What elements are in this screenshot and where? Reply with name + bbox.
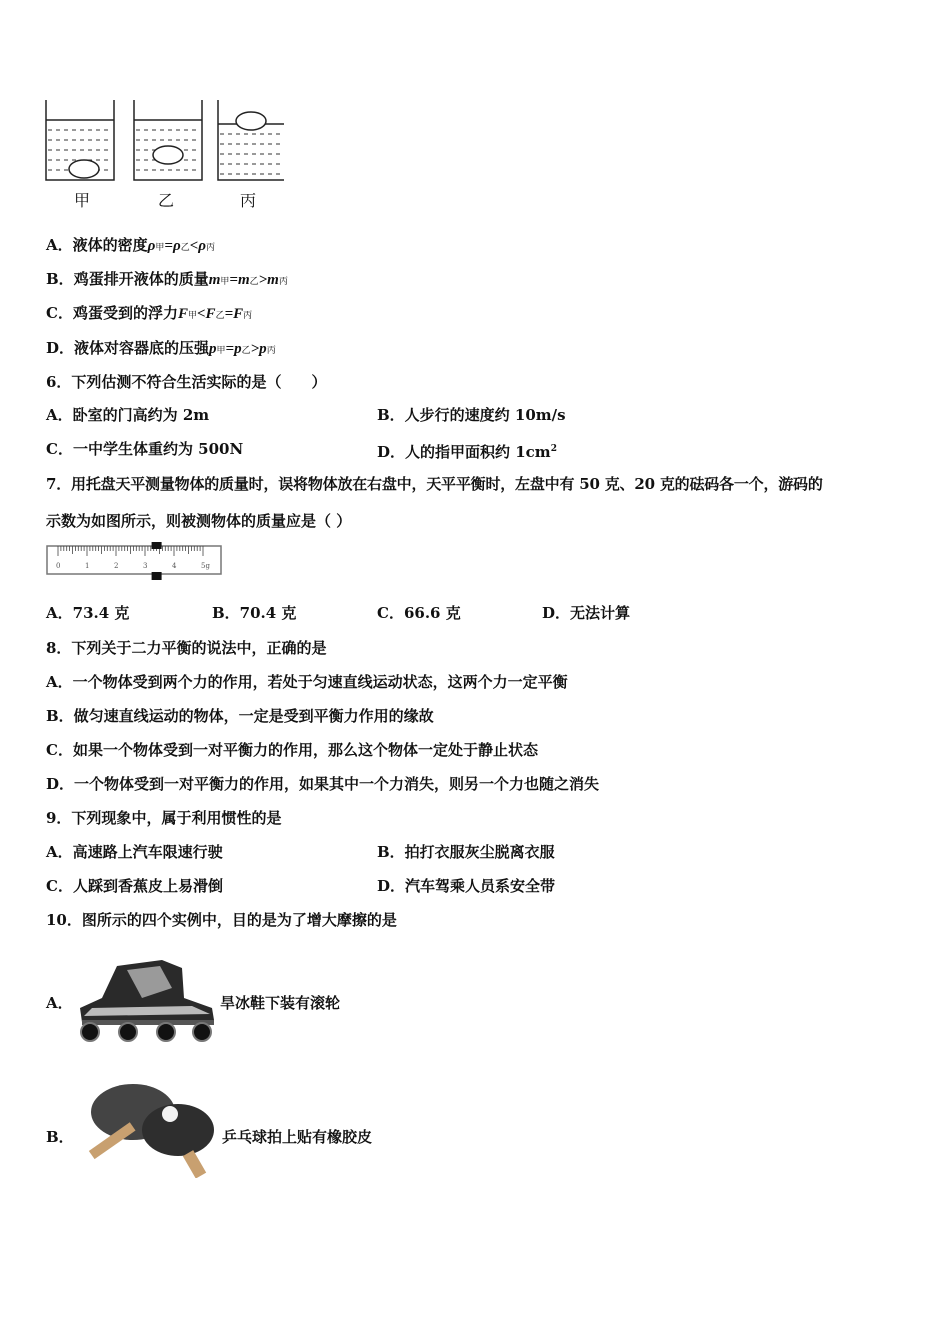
q6-option-d: D．人的指甲面积约 $1cm^2$ bbox=[377, 443, 557, 461]
q7-stem-line2: 示数为如图所示，则被测物体的质量应是（ ） bbox=[46, 512, 352, 530]
q8-option-b: B．做匀速直线运动的物体，一定是受到平衡力作用的缘故 bbox=[46, 707, 434, 725]
ruler-label: 3 bbox=[143, 562, 148, 570]
ruler-frame bbox=[47, 546, 221, 574]
q7-stem-line1: 7．用托盘天平测量物体的质量时，误将物体放在右盘中，天平平衡时，左盘中有 50 克、20 克的砝码各一个，游码的 bbox=[46, 475, 823, 493]
beaker-label-jia: 甲 bbox=[74, 191, 91, 210]
q10-option-a-caption: 旱冰鞋下装有滚轮 bbox=[220, 994, 341, 1012]
q5-option-d: D．液体对容器底的压强p甲=p乙>p丙 bbox=[46, 339, 276, 357]
q8-option-c: C．如果一个物体受到一对平衡力的作用，那么这个物体一定处于静止状态 bbox=[46, 741, 538, 759]
q6-option-a: A．卧室的门高约为 2m bbox=[46, 406, 210, 424]
q10-option-a-letter: A． bbox=[46, 994, 73, 1012]
q7-option-b: B．70.4 克 bbox=[212, 604, 297, 622]
q9-stem: 9．下列现象中，属于利用惯性的是 bbox=[46, 809, 282, 827]
ruler-label: 2 bbox=[114, 562, 119, 570]
q8-option-a: A．一个物体受到两个力的作用，若处于匀速直线运动状态，这两个力一定平衡 bbox=[46, 673, 568, 691]
q10-option-b-letter: B． bbox=[46, 1128, 74, 1146]
q9-option-c: C．人踩到香蕉皮上易滑倒 bbox=[46, 877, 223, 895]
q8-option-d: D．一个物体受到一对平衡力的作用，如果其中一个力消失，则另一个力也随之消失 bbox=[46, 775, 600, 793]
q6-option-c: C．一中学生体重约为 500N bbox=[46, 440, 244, 458]
q5-option-b: B．鸡蛋排开液体的质量m甲=m乙>m丙 bbox=[46, 270, 288, 288]
q10-stem: 10．图所示的四个实例中，目的是为了增大摩擦的是 bbox=[46, 911, 397, 929]
q9-option-d: D．汽车驾乘人员系安全带 bbox=[377, 877, 556, 895]
beaker-label-bing: 丙 bbox=[240, 191, 257, 210]
q10-option-b-caption: 乒乓球拍上贴有橡胶皮 bbox=[222, 1128, 373, 1146]
q6-option-b: B．人步行的速度约 10m/s bbox=[377, 406, 566, 424]
ruler-label: 4 bbox=[172, 562, 177, 570]
q8-stem: 8．下列关于二力平衡的说法中，正确的是 bbox=[46, 639, 327, 657]
ping-pong-paddles-image bbox=[78, 1080, 223, 1178]
rider-bottom bbox=[152, 572, 162, 580]
q6-stem: 6．下列估测不符合生活实际的是（ ） bbox=[46, 373, 327, 391]
q7-option-a: A．73.4 克 bbox=[46, 604, 130, 622]
ruler-label: 5g bbox=[201, 562, 210, 570]
q5-option-c: C．鸡蛋受到的浮力F甲<F乙=F丙 bbox=[46, 304, 253, 322]
q7-option-d: D．无法计算 bbox=[542, 604, 631, 622]
beaker-label-yi: 乙 bbox=[158, 191, 175, 210]
ruler-label: 0 bbox=[56, 562, 61, 570]
roller-skate-image bbox=[72, 958, 217, 1043]
q9-option-a: A．高速路上汽车限速行驶 bbox=[46, 843, 223, 861]
rider-scale-figure bbox=[46, 542, 226, 582]
rider-top bbox=[152, 542, 162, 549]
q5-option-a: A．液体的密度ρ甲=ρ乙<ρ丙 bbox=[46, 236, 215, 254]
q9-option-b: B．拍打衣服灰尘脱离衣服 bbox=[377, 843, 555, 861]
ruler-label: 1 bbox=[85, 562, 90, 570]
q7-option-c: C．66.6 克 bbox=[377, 604, 461, 622]
